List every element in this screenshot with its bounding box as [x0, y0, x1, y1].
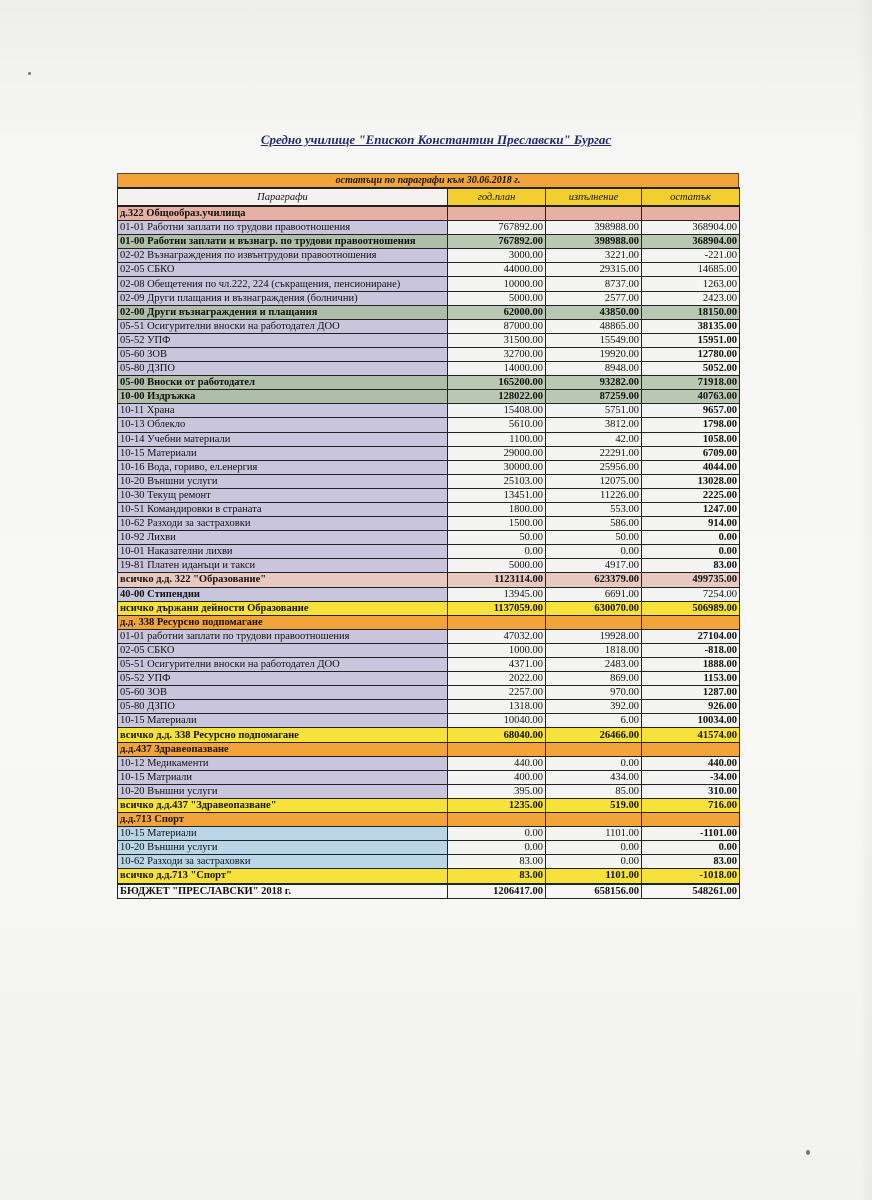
- row-execution: 2483.00: [546, 658, 642, 672]
- row-label: 05-52 УПФ: [118, 672, 448, 686]
- table-row: [118, 798, 740, 812]
- row-remainder: 7254.00: [642, 587, 740, 601]
- table-row: [118, 784, 740, 798]
- table-row: [118, 700, 740, 714]
- row-execution: 970.00: [546, 686, 642, 700]
- row-remainder: 548261.00: [642, 884, 740, 899]
- row-label: 01-00 Работни заплати и възнагр. по трудови правоотношения: [118, 235, 448, 249]
- budget-table: [117, 187, 740, 899]
- row-label: 10-15 Материали: [118, 714, 448, 728]
- row-plan: 47032.00: [448, 629, 546, 643]
- budget-sheet: [117, 173, 739, 899]
- row-execution: 6691.00: [546, 587, 642, 601]
- row-plan: [448, 742, 546, 756]
- row-remainder: 1287.00: [642, 686, 740, 700]
- row-label: 10-15 Матриали: [118, 770, 448, 784]
- table-row: [118, 502, 740, 516]
- table-row: [118, 686, 740, 700]
- row-remainder: -1018.00: [642, 869, 740, 884]
- row-execution: 43850.00: [546, 305, 642, 319]
- table-row: [118, 474, 740, 488]
- row-remainder: -1101.00: [642, 827, 740, 841]
- row-label: д.д. 338 Ресурсно подпомагане: [118, 615, 448, 629]
- row-execution: 434.00: [546, 770, 642, 784]
- row-label: 02-08 Обещетения по чл.222, 224 (съкращения, пенсиониране): [118, 277, 448, 291]
- row-plan: 44000.00: [448, 263, 546, 277]
- row-remainder: 1153.00: [642, 672, 740, 686]
- table-row: [118, 770, 740, 784]
- row-execution: 398988.00: [546, 221, 642, 235]
- row-remainder: 0.00: [642, 531, 740, 545]
- row-label: д.322 Общообраз.училища: [118, 206, 448, 221]
- row-execution: 15549.00: [546, 333, 642, 347]
- row-execution: 19920.00: [546, 347, 642, 361]
- row-remainder: 368904.00: [642, 235, 740, 249]
- row-execution: 8948.00: [546, 362, 642, 376]
- row-execution: 0.00: [546, 841, 642, 855]
- row-execution: 623379.00: [546, 573, 642, 587]
- row-label: 02-00 Други възнаграждения и плащания: [118, 305, 448, 319]
- row-remainder: 10034.00: [642, 714, 740, 728]
- row-execution: 1101.00: [546, 869, 642, 884]
- table-row: [118, 756, 740, 770]
- row-plan: 1000.00: [448, 643, 546, 657]
- row-plan: 2257.00: [448, 686, 546, 700]
- scan-speck: [806, 1150, 810, 1155]
- row-execution: 0.00: [546, 855, 642, 869]
- table-header-row: [118, 188, 740, 206]
- row-label: 10-12 Медикаменти: [118, 756, 448, 770]
- row-plan: 0.00: [448, 827, 546, 841]
- row-label: 01-01 работни заплати по трудови правоотношения: [118, 629, 448, 643]
- row-remainder: 368904.00: [642, 221, 740, 235]
- row-label: 10-11 Храна: [118, 404, 448, 418]
- row-execution: 93282.00: [546, 376, 642, 390]
- row-execution: 50.00: [546, 531, 642, 545]
- row-remainder: 0.00: [642, 545, 740, 559]
- row-plan: 165200.00: [448, 376, 546, 390]
- table-row: [118, 333, 740, 347]
- row-label: 10-00 Издръжка: [118, 390, 448, 404]
- row-label: 05-00 Вноски от работодател: [118, 376, 448, 390]
- table-row: [118, 728, 740, 742]
- table-row: [118, 841, 740, 855]
- row-remainder: 13028.00: [642, 474, 740, 488]
- row-plan: 400.00: [448, 770, 546, 784]
- row-plan: 25103.00: [448, 474, 546, 488]
- table-row: [118, 517, 740, 531]
- document-title: Средно училище "Епископ Константин Преславски" Бургас: [260, 132, 612, 147]
- row-label: 05-51 Осигурителни вноски на работодател ДОО: [118, 658, 448, 672]
- row-execution: [546, 615, 642, 629]
- row-remainder: 27104.00: [642, 629, 740, 643]
- row-label: 05-52 УПФ: [118, 333, 448, 347]
- row-plan: 83.00: [448, 869, 546, 884]
- row-plan: 1318.00: [448, 700, 546, 714]
- table-row: [118, 869, 740, 884]
- row-label: всичко д.д. 338 Ресурсно подпомагане: [118, 728, 448, 742]
- scan-speck: [28, 72, 31, 75]
- row-plan: 767892.00: [448, 235, 546, 249]
- row-remainder: 38135.00: [642, 319, 740, 333]
- table-banner: остатъци по параграфи към 30.06.2018 г.: [117, 173, 739, 187]
- row-label: 02-05 СБКО: [118, 643, 448, 657]
- row-remainder: 1888.00: [642, 658, 740, 672]
- row-plan: 767892.00: [448, 221, 546, 235]
- row-execution: 26466.00: [546, 728, 642, 742]
- table-row: [118, 587, 740, 601]
- table-row: [118, 305, 740, 319]
- row-plan: 32700.00: [448, 347, 546, 361]
- header-remainder: остатък: [642, 188, 740, 206]
- row-label: 10-01 Наказателни лихви: [118, 545, 448, 559]
- row-execution: 658156.00: [546, 884, 642, 899]
- table-row: [118, 545, 740, 559]
- row-execution: 48865.00: [546, 319, 642, 333]
- row-plan: 1235.00: [448, 798, 546, 812]
- table-row: [118, 404, 740, 418]
- row-execution: 630070.00: [546, 601, 642, 615]
- row-execution: 42.00: [546, 432, 642, 446]
- row-execution: [546, 742, 642, 756]
- table-row: [118, 446, 740, 460]
- row-plan: 5000.00: [448, 559, 546, 573]
- row-remainder: 12780.00: [642, 347, 740, 361]
- row-plan: 4371.00: [448, 658, 546, 672]
- row-label: 05-80 ДЗПО: [118, 700, 448, 714]
- row-label: 05-60 ЗОВ: [118, 686, 448, 700]
- row-execution: [546, 206, 642, 221]
- row-remainder: 914.00: [642, 517, 740, 531]
- row-label: 10-15 Материали: [118, 446, 448, 460]
- row-execution: 586.00: [546, 517, 642, 531]
- row-remainder: 499735.00: [642, 573, 740, 587]
- row-execution: 87259.00: [546, 390, 642, 404]
- row-remainder: [642, 742, 740, 756]
- row-remainder: 310.00: [642, 784, 740, 798]
- row-plan: 31500.00: [448, 333, 546, 347]
- table-row: [118, 827, 740, 841]
- row-plan: 50.00: [448, 531, 546, 545]
- row-remainder: 71918.00: [642, 376, 740, 390]
- row-plan: 5000.00: [448, 291, 546, 305]
- row-plan: 62000.00: [448, 305, 546, 319]
- table-row: [118, 235, 740, 249]
- row-remainder: [642, 615, 740, 629]
- table-row: [118, 362, 740, 376]
- table-row: [118, 573, 740, 587]
- row-execution: 3812.00: [546, 418, 642, 432]
- row-label: 40-00 Стипендии: [118, 587, 448, 601]
- row-label: 10-20 Външни услуги: [118, 841, 448, 855]
- row-execution: 1818.00: [546, 643, 642, 657]
- row-plan: 3000.00: [448, 249, 546, 263]
- header-plan: год.план: [448, 188, 546, 206]
- row-plan: [448, 615, 546, 629]
- row-label: 10-20 Външни услуги: [118, 474, 448, 488]
- row-plan: 1206417.00: [448, 884, 546, 899]
- row-plan: 128022.00: [448, 390, 546, 404]
- table-row: [118, 742, 740, 756]
- row-plan: 1100.00: [448, 432, 546, 446]
- row-remainder: 1247.00: [642, 502, 740, 516]
- header-paragraphs: Параграфи: [118, 188, 448, 206]
- row-execution: 0.00: [546, 545, 642, 559]
- table-body: [118, 206, 740, 898]
- row-remainder: 1798.00: [642, 418, 740, 432]
- row-remainder: 9657.00: [642, 404, 740, 418]
- row-plan: 15408.00: [448, 404, 546, 418]
- table-row: [118, 855, 740, 869]
- table-row: [118, 206, 740, 221]
- row-label: 10-92 Лихви: [118, 531, 448, 545]
- page-edge-shadow: [858, 0, 872, 1200]
- row-remainder: 14685.00: [642, 263, 740, 277]
- row-plan: 1123114.00: [448, 573, 546, 587]
- table-row: [118, 418, 740, 432]
- row-remainder: 83.00: [642, 855, 740, 869]
- row-execution: 11226.00: [546, 488, 642, 502]
- row-execution: 6.00: [546, 714, 642, 728]
- row-remainder: -818.00: [642, 643, 740, 657]
- table-row: [118, 488, 740, 502]
- table-row: [118, 601, 740, 615]
- row-execution: 25956.00: [546, 460, 642, 474]
- row-label: 10-13 Облекло: [118, 418, 448, 432]
- row-execution: 8737.00: [546, 277, 642, 291]
- row-execution: 1101.00: [546, 827, 642, 841]
- row-plan: 1500.00: [448, 517, 546, 531]
- row-plan: 83.00: [448, 855, 546, 869]
- table-row: [118, 376, 740, 390]
- row-remainder: -221.00: [642, 249, 740, 263]
- row-label: 10-62 Разходи за застраховки: [118, 517, 448, 531]
- row-label: 01-01 Работни заплати по трудови правоотношения: [118, 221, 448, 235]
- row-label: 10-16 Вода, гориво, ел.енергия: [118, 460, 448, 474]
- row-plan: 29000.00: [448, 446, 546, 460]
- row-label: всичко д.д.437 "Здравеопазване": [118, 798, 448, 812]
- table-row: [118, 672, 740, 686]
- row-remainder: 4044.00: [642, 460, 740, 474]
- table-row: [118, 714, 740, 728]
- header-execution: изпълнение: [546, 188, 642, 206]
- row-remainder: [642, 206, 740, 221]
- row-label: 10-15 Материали: [118, 827, 448, 841]
- row-plan: 395.00: [448, 784, 546, 798]
- row-label: БЮДЖЕТ "ПРЕСЛАВСКИ" 2018 г.: [118, 884, 448, 899]
- row-execution: 29315.00: [546, 263, 642, 277]
- row-plan: 30000.00: [448, 460, 546, 474]
- row-label: 05-60 ЗОВ: [118, 347, 448, 361]
- row-label: всичко д.д.713 "Спорт": [118, 869, 448, 884]
- row-label: 19-81 Платен иданъци и такси: [118, 559, 448, 573]
- row-execution: 553.00: [546, 502, 642, 516]
- row-label: д.д.713 Спорт: [118, 813, 448, 827]
- row-label: 02-02 Възнаграждения по извънтрудови правоотношения: [118, 249, 448, 263]
- row-execution: [546, 813, 642, 827]
- row-label: 10-51 Командировки в страната: [118, 502, 448, 516]
- row-remainder: 1263.00: [642, 277, 740, 291]
- table-row: [118, 249, 740, 263]
- row-label: всичко д.д. 322 "Образование": [118, 573, 448, 587]
- row-remainder: 0.00: [642, 841, 740, 855]
- row-remainder: [642, 813, 740, 827]
- row-execution: 19928.00: [546, 629, 642, 643]
- row-execution: 869.00: [546, 672, 642, 686]
- table-row: [118, 629, 740, 643]
- table-row: [118, 347, 740, 361]
- row-execution: 3221.00: [546, 249, 642, 263]
- table-row: [118, 531, 740, 545]
- row-plan: 13945.00: [448, 587, 546, 601]
- row-plan: 10040.00: [448, 714, 546, 728]
- row-plan: 10000.00: [448, 277, 546, 291]
- table-row: [118, 615, 740, 629]
- row-label: 10-62 Разходи за застраховки: [118, 855, 448, 869]
- row-remainder: 2225.00: [642, 488, 740, 502]
- row-remainder: 41574.00: [642, 728, 740, 742]
- row-remainder: 506989.00: [642, 601, 740, 615]
- row-remainder: 15951.00: [642, 333, 740, 347]
- row-plan: 440.00: [448, 756, 546, 770]
- row-label: 02-05 СБКО: [118, 263, 448, 277]
- row-execution: 22291.00: [546, 446, 642, 460]
- row-execution: 0.00: [546, 756, 642, 770]
- row-remainder: -34.00: [642, 770, 740, 784]
- row-remainder: 716.00: [642, 798, 740, 812]
- table-row: [118, 884, 740, 899]
- table-row: [118, 319, 740, 333]
- row-label: 05-80 ДЗПО: [118, 362, 448, 376]
- row-execution: 392.00: [546, 700, 642, 714]
- table-row: [118, 460, 740, 474]
- table-row: [118, 559, 740, 573]
- row-remainder: 2423.00: [642, 291, 740, 305]
- row-execution: 85.00: [546, 784, 642, 798]
- row-plan: 13451.00: [448, 488, 546, 502]
- row-plan: 68040.00: [448, 728, 546, 742]
- table-row: [118, 390, 740, 404]
- table-row: [118, 221, 740, 235]
- row-label: 10-20 Външни услуги: [118, 784, 448, 798]
- row-execution: 519.00: [546, 798, 642, 812]
- table-row: [118, 432, 740, 446]
- row-label: д.д.437 Здравеопазване: [118, 742, 448, 756]
- row-remainder: 40763.00: [642, 390, 740, 404]
- row-execution: 12075.00: [546, 474, 642, 488]
- row-plan: [448, 813, 546, 827]
- row-execution: 2577.00: [546, 291, 642, 305]
- row-remainder: 83.00: [642, 559, 740, 573]
- row-remainder: 440.00: [642, 756, 740, 770]
- row-plan: 0.00: [448, 545, 546, 559]
- row-plan: [448, 206, 546, 221]
- row-label: 10-30 Текущ ремонт: [118, 488, 448, 502]
- row-execution: 398988.00: [546, 235, 642, 249]
- row-plan: 5610.00: [448, 418, 546, 432]
- row-remainder: 18150.00: [642, 305, 740, 319]
- table-row: [118, 291, 740, 305]
- row-plan: 1137059.00: [448, 601, 546, 615]
- row-execution: 5751.00: [546, 404, 642, 418]
- row-plan: 14000.00: [448, 362, 546, 376]
- row-label: 05-51 Осигурителни вноски на работодател ДОО: [118, 319, 448, 333]
- row-plan: 2022.00: [448, 672, 546, 686]
- row-label: 10-14 Учебни материали: [118, 432, 448, 446]
- row-label: нсичко държани дейности Образование: [118, 601, 448, 615]
- table-row: [118, 643, 740, 657]
- row-plan: 87000.00: [448, 319, 546, 333]
- row-plan: 0.00: [448, 841, 546, 855]
- row-plan: 1800.00: [448, 502, 546, 516]
- row-execution: 4917.00: [546, 559, 642, 573]
- table-row: [118, 813, 740, 827]
- row-remainder: 6709.00: [642, 446, 740, 460]
- row-remainder: 926.00: [642, 700, 740, 714]
- row-remainder: 1058.00: [642, 432, 740, 446]
- table-row: [118, 263, 740, 277]
- table-row: [118, 658, 740, 672]
- row-remainder: 5052.00: [642, 362, 740, 376]
- table-row: [118, 277, 740, 291]
- row-label: 02-09 Други плащания и възнаграждения (болнични): [118, 291, 448, 305]
